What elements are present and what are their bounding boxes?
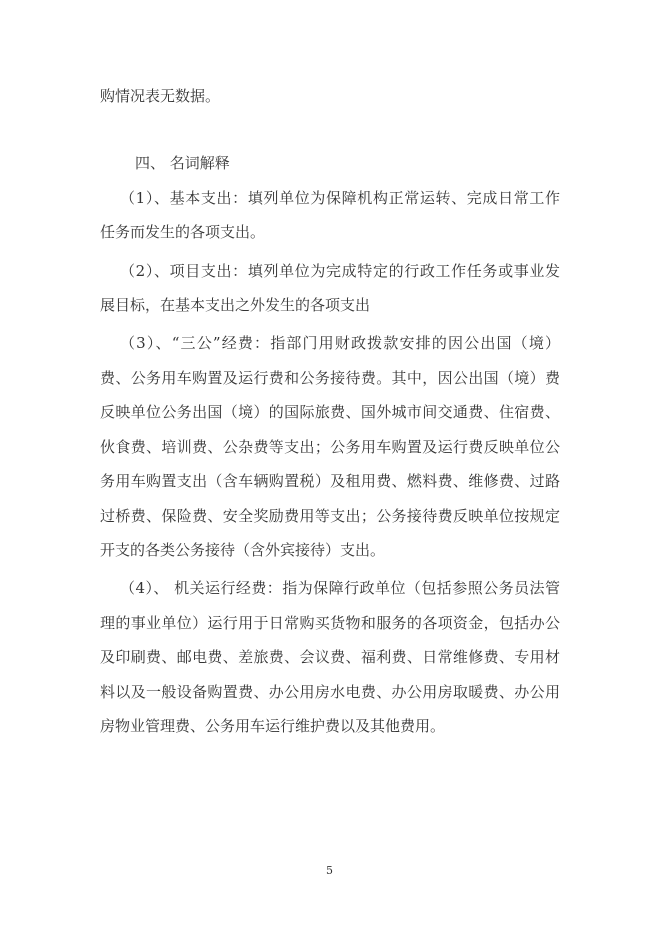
text-line: 伙食费、培训费、公杂费等支出；公务用车购置及运行费反映单位公 [100, 438, 560, 456]
text-line: 理的事业单位）运行用于日常购买货物和服务的各项资金，包括办公 [100, 614, 560, 632]
text-line: 料以及一般设备购置费、办公用房水电费、办公用房取暖费、办公用 [100, 683, 560, 701]
text-line: （3）、“三公”经费：指部门用财政拨款安排的因公出国（境） [120, 334, 560, 352]
text-line: 过桥费、保险费、安全奖励费用等支出；公务接待费反映单位按规定 [100, 507, 560, 525]
text-line: （2）、项目支出：填列单位为完成特定的行政工作任务或事业发 [120, 262, 560, 280]
text-line: 务用车购置支出（含车辆购置税）及租用费、燃料费、维修费、过路 [100, 472, 560, 490]
text-line: 展目标，在基本支出之外发生的各项支出 [100, 296, 371, 314]
continuation-text: 购情况表无数据。 [100, 87, 221, 105]
text-line: 费、公务用车购置及运行费和公务接待费。其中，因公出国（境）费 [100, 369, 560, 387]
text-line: （1）、基本支出：填列单位为保障机构正常运转、完成日常工作 [120, 189, 560, 207]
text-line: 反映单位公务出国（境）的国际旅费、国外城市间交通费、住宿费、 [100, 403, 560, 421]
text-line: 开支的各类公务接待（含外宾接待）支出。 [100, 541, 386, 559]
text-line: 房物业管理费、公务用车运行维护费以及其他费用。 [100, 717, 446, 735]
page-number: 5 [326, 864, 333, 877]
text-line: （4）、 机关运行经费：指为保障行政单位（包括参照公务员法管 [120, 579, 560, 597]
text-line: 及印刷费、邮电费、差旅费、会议费、福利费、日常维修费、专用材 [100, 648, 560, 666]
section-heading: 四、 名词解释 [135, 154, 230, 172]
text-line: 任务而发生的各项支出。 [100, 223, 266, 241]
